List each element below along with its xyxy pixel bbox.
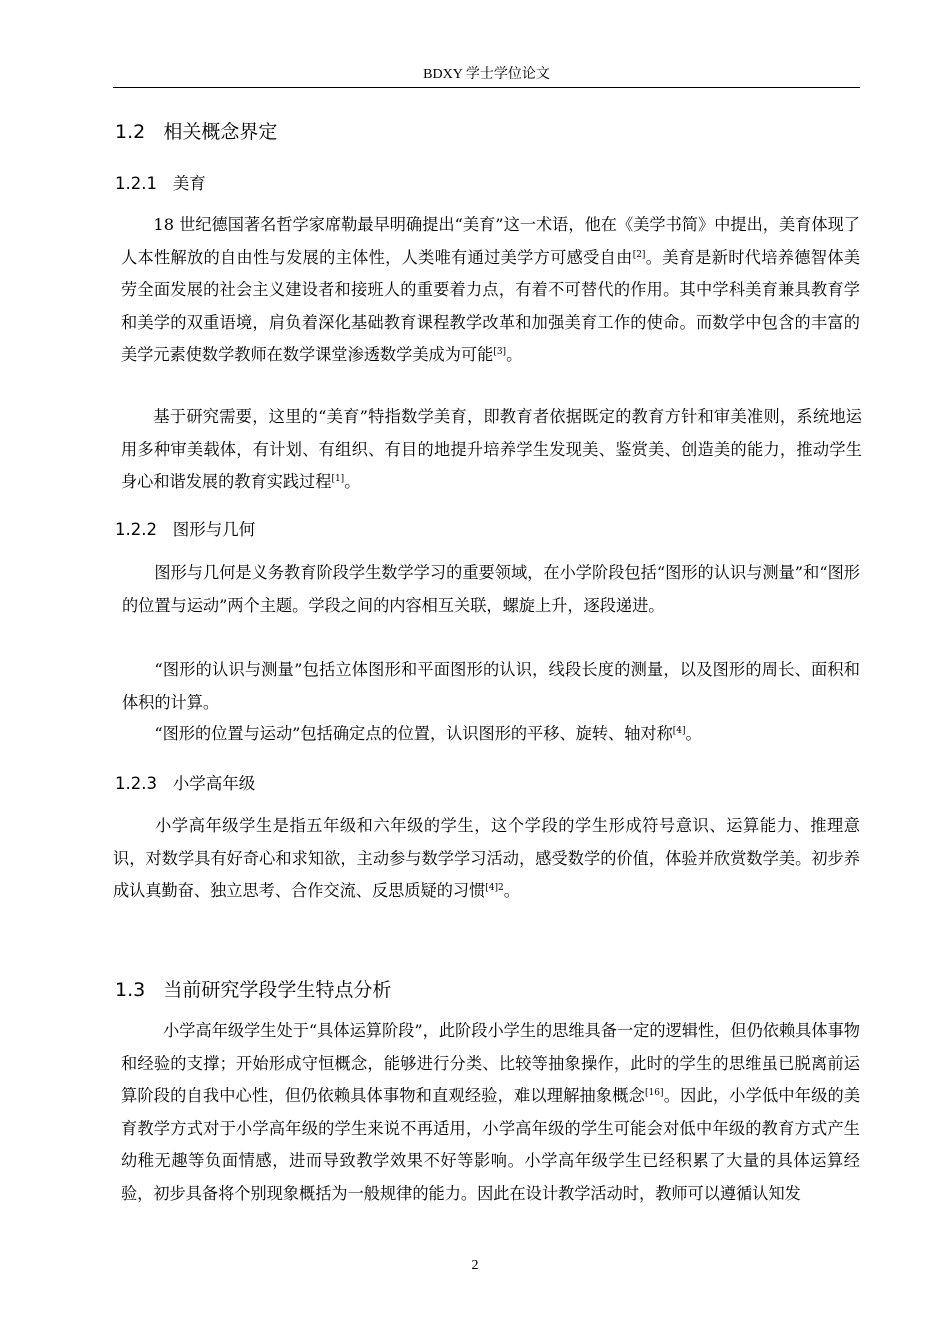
section-title: 美育 [172, 174, 206, 193]
paragraph-text: 18 世纪德国著名哲学家席勒最早明确提出“美育”这一术语，他在《美学书简》中提出，美育体现了人本性解放的自由性与发展的主体性，人类唯有通过美学方可感受自由 [121, 215, 860, 267]
section-title: 小学高年级 [172, 774, 256, 793]
section-number: 1.2.3 [115, 774, 157, 793]
paragraph-text: 。美育是新时代培养德智体美劳全面发展的社会主义建设者和接班人的重要着力点，有着不可替代的作用。其中学科美育兼具教育学和美学的双重语境，肩负着深化基础教育课程教学改革和加强美育工作的使命。而数学中包含的丰富的美学元素使数学教师在数学课堂渗透数学美成为可能 [121, 247, 861, 364]
paragraph-text: 小学高年级学生处于“具体运算阶段”，此阶段小学生的思维具备一定的逻辑性，但仍依赖具体事物和经验的支撑；开始形成守恒概念，能够进行分类、比较等抽象操作，此时的学生的思维虽已脱离前运算阶段的自我中心性，但仍依赖具体事物和直观经验，难以理解抽象概念 [121, 1021, 860, 1105]
section-heading-1-2-2 [115, 517, 255, 543]
paragraph-text: “图形的位置与运动”包括确定点的位置，认识图形的平移、旋转、轴对称 [154, 724, 673, 743]
citation: [4] [672, 726, 686, 736]
paragraph-text: “图形的认识与测量”包括立体图形和平面图形的认识，线段长度的测量，以及图形的周长、面积和体积的计算。 [122, 660, 860, 712]
citation: [1] [331, 474, 345, 484]
section-heading-1-2-1 [115, 171, 206, 197]
paragraph-text: 。 [685, 724, 702, 743]
paragraph-text: 。 [506, 345, 523, 364]
section-heading-1-2 [115, 118, 277, 146]
running-header [113, 64, 860, 88]
paragraph-aesthetic-origin [121, 209, 860, 372]
paragraph-text: 。因此，小学低中年级的美育教学方式对于小学高年级的学生来说不再适用，小学高年级的学生可能会对低中年级的教育方式产生幼稚无趣等负面情感，进而导致教学效果不好等影响。小学高年级学生已经积累了大量的具体运算经验，初步具备将个别现象概括为一般规律的能力。因此在设计教学活动时，教师可以遵循认知发 [121, 1086, 861, 1203]
citation: [4]2 [485, 883, 504, 893]
paragraph-aesthetic-definition [121, 401, 862, 499]
citation: [16] [645, 1088, 664, 1098]
paragraph-text: 。 [503, 881, 520, 900]
section-heading-1-2-3 [115, 771, 255, 797]
section-number: 1.2.2 [115, 520, 157, 539]
section-heading-1-3 [115, 976, 391, 1004]
paragraph-text: 图形与几何是义务教育阶段学生数学学习的重要领域，在小学阶段包括“图形的认识与测量”和“图形的位置与运动”两个主题。学段之间的内容相互关联，螺旋上升，逐段递进。 [122, 563, 860, 615]
paragraph-text: 。 [344, 472, 361, 491]
section-title: 图形与几何 [172, 520, 256, 539]
header-title: BDXY 学士学位论文 [423, 67, 550, 82]
paragraph-student-characteristics [121, 1015, 860, 1210]
citation: [3] [493, 347, 507, 357]
section-number: 1.2.1 [115, 174, 157, 193]
section-title: 当前研究学段学生特点分析 [163, 979, 392, 1001]
section-title: 相关概念界定 [163, 121, 278, 143]
section-number: 1.3 [115, 979, 146, 1001]
paragraph-upper-grade [113, 810, 860, 908]
paragraph-geometry-position [122, 718, 860, 751]
paragraph-geometry-measurement [122, 654, 860, 719]
citation: [2] [632, 249, 646, 260]
section-number: 1.2 [115, 121, 146, 143]
paragraph-text: 小学高年级学生是指五年级和六年级的学生，这个学段的学生形成符号意识、运算能力、推理意识，对数学具有好奇心和求知欲，主动参与数学学习活动，感受数学的价值，体验并欣赏数学美。初步养成认真勤奋、独立思考、合作交流、反思质疑的习惯 [113, 816, 860, 900]
page-number: 2 [471, 1258, 479, 1273]
paragraph-text: 基于研究需要，这里的“美育”特指数学美育，即教育者依据既定的教育方针和审美准则，系统地运用多种审美载体，有计划、有组织、有目的地提升培养学生发现美、鉴赏美、创造美的能力，推动学生身心和谐发展的教育实践过程 [121, 407, 862, 491]
paragraph-geometry-intro [122, 557, 860, 622]
